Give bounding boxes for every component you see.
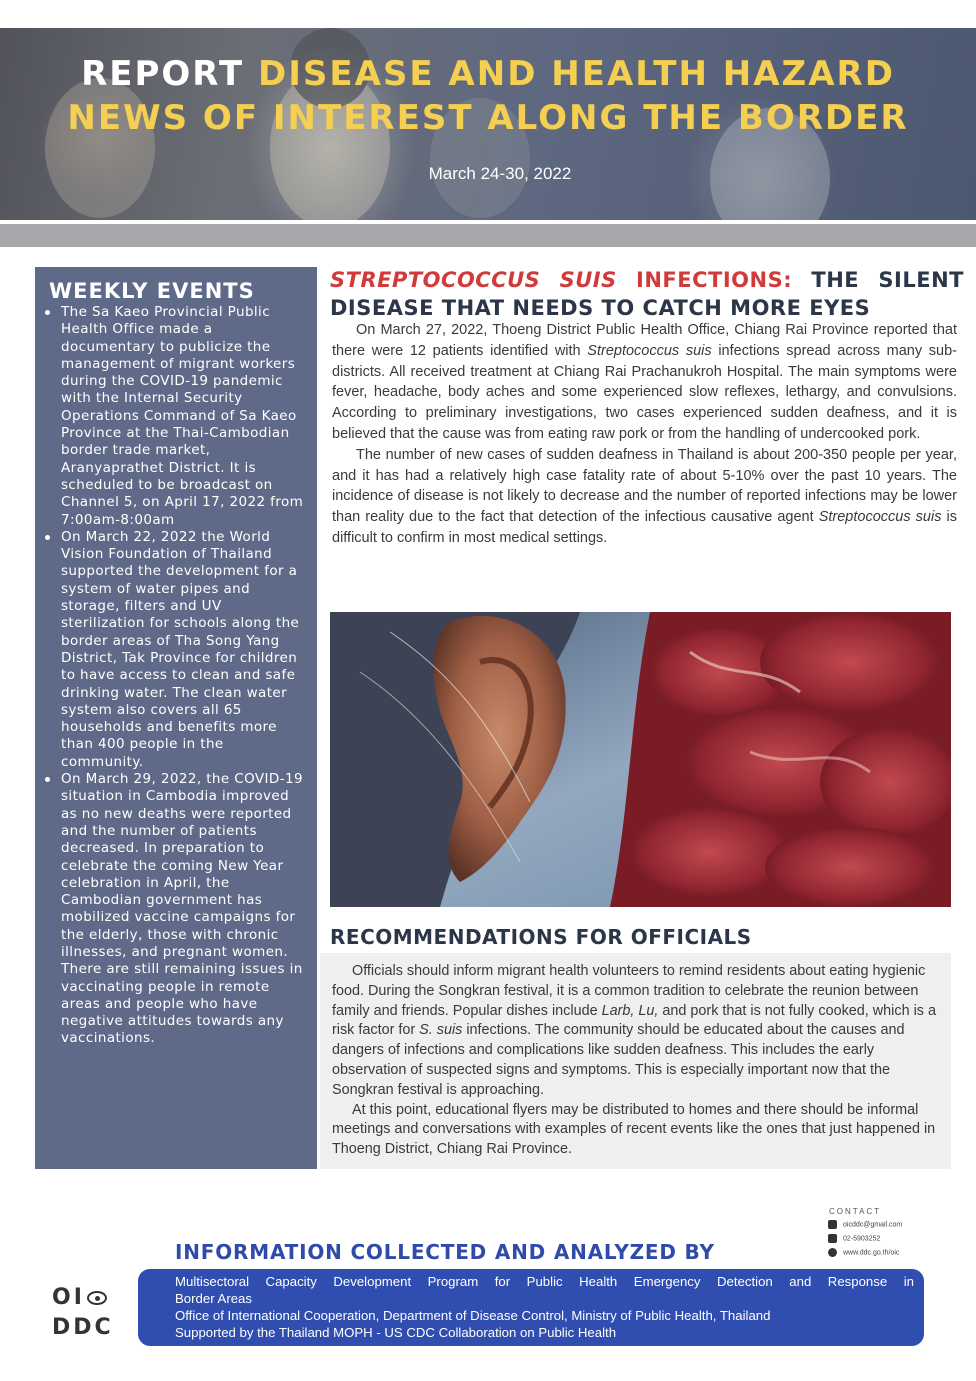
footer-info-box: [138, 1269, 924, 1346]
footer-line: Supported by the Thailand MOPH - US CDC Collaboration on Public Health: [175, 1325, 617, 1340]
article-title: STREPTOCOCCUS SUIS INFECTIONS: THE SILENT DISEASE THAT NEEDS TO CATCH MORE EYES: [330, 268, 964, 320]
footer-title: INFORMATION COLLECTED AND ANALYZED BY: [175, 1240, 715, 1264]
globe-icon: [828, 1248, 837, 1257]
weekly-event-item: On March 29, 2022, the COVID-19 situation in Cambodia improved as no new deaths were reported and the number of patients decreased. In preparation to celebrate the coming New Year celebration in April, the Cambodian government has mobilized vaccine campaigns for the elderly, those with chronic illnesses, and pregnant women. There are still remaining issues in vaccinating people in remote areas and people who have negative attitudes towards any vaccinations.: [45, 771, 305, 1048]
recommendations-box: [320, 953, 951, 1169]
footer-line: Multisectoral Capacity Development Program for Public Health Emergency Detection and Response in: [175, 1274, 914, 1289]
eye-icon: [87, 1291, 107, 1305]
header-divider-bar: [0, 224, 976, 247]
ear-and-raw-pork-image: [330, 612, 951, 907]
recommendations-title: RECOMMENDATIONS FOR OFFICIALS: [330, 925, 752, 949]
article-paragraph: The number of new cases of sudden deafness in Thailand is about 200-350 people per year, and it has had a relatively high case fatality rate of about 5-10% over the past 10 years. The incidence of disease is not likely to decrease and the number of reported infections may be lower than reality due to the fact that detection of the infectious causative agent Streptococcus suis is difficult to confirm in most medical settings.: [332, 446, 957, 546]
contact-web: www.ddc.go.th/oic: [828, 1248, 899, 1257]
weekly-events-list: [45, 304, 305, 1048]
header-title-line-1: REPORT DISEASE AND HEALTH HAZARD: [81, 54, 895, 94]
report-header: [0, 28, 976, 220]
article-paragraph: On March 27, 2022, Thoeng District Public Health Office, Chiang Rai Province reported that there were 12 patients identified with Streptococcus suis infections spread across many sub-districts. All received treatment at Chiang Rai Prachanukroh Hospital. The main symptoms were fever, headache, body aches and some experienced slow reflexes, lethargy, and convulsions. According to preliminary investigations, two cases experienced sudden deafness, and it is believed that the cause was from eating raw pork or from the handling of undercooked pork.: [332, 322, 957, 442]
report-date: March 24-30, 2022: [428, 164, 572, 183]
weekly-events-panel: [35, 267, 317, 1169]
weekly-event-item: On March 22, 2022 the World Vision Foundation of Thailand supported the development for a system of water pipes and storage, filters and UV sterilization for schools along the border areas of Tha Song Yang District, Tak Province for children to have access to clean and safe drinking water. The clean water system also covers all 65 households and benefits more than 400 people in the community.: [45, 529, 305, 771]
footer-line: Office of International Cooperation, Department of Disease Control, Ministry of Public Health, Thailand: [175, 1308, 771, 1323]
article-body: [332, 320, 957, 549]
contact-label: CONTACT: [829, 1207, 882, 1216]
weekly-event-item: The Sa Kaeo Provincial Public Health Office made a documentary to publicize the management of migrant workers during the COVID-19 pandemic with the Internal Security Operations Command of Sa Kaeo Province at the Thai-Cambodian border trade market, Aranyaprathet District. It is scheduled to be broadcast on Channel 5, on April 17, 2022 from 7:00am-8:00am: [45, 304, 305, 529]
footer-line: Border Areas: [175, 1291, 252, 1306]
email-icon: [828, 1220, 837, 1229]
recommendation-paragraph: At this point, educational flyers may be distributed to homes and there should be informal meetings and conversations with examples of recent events like the ones that just happened in Thoeng District, Chiang Rai Province.: [332, 1101, 936, 1158]
weekly-events-title: WEEKLY EVENTS: [49, 279, 255, 303]
contact-phone: 02-5903252: [828, 1234, 880, 1243]
oi-ddc-logo: OI DDC: [52, 1285, 114, 1340]
phone-icon: [828, 1234, 837, 1243]
recommendation-paragraph: Officials should inform migrant health volunteers to remind residents about eating hygienic food. During the Songkran festival, it is a common tradition to celebrate the reunion between family and friends. Popular dishes include Larb, Lu, and pork that is not fully cooked, which is a risk factor for S. suis infections. The community should be educated about the causes and dangers of infections and complications like sudden deafness. This includes the early observation of suspected signs and symptoms. This is especially important now that the Songkran festival is approaching.: [332, 963, 936, 1098]
contact-email: oicddc@gmail.com: [828, 1220, 902, 1229]
header-title-line-2: NEWS OF INTEREST ALONG THE BORDER: [67, 98, 909, 138]
